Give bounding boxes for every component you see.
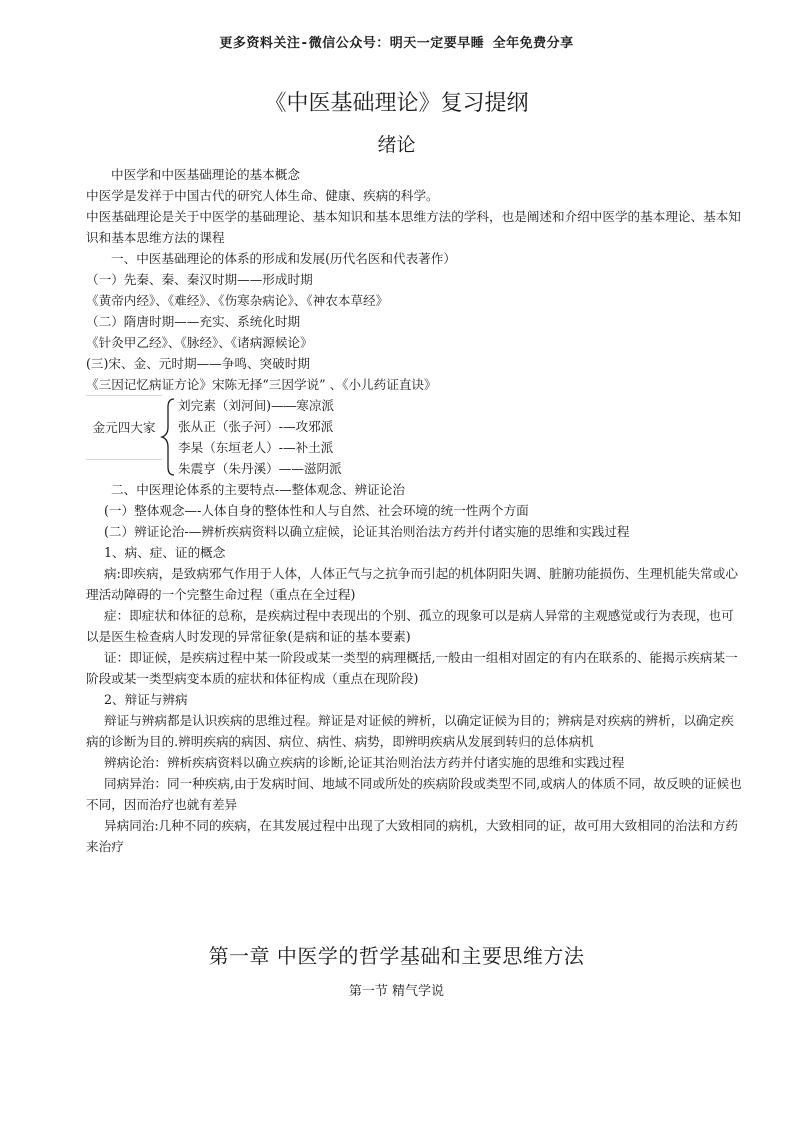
section-title: 绪论: [377, 134, 416, 156]
paragraph-syndrome: 证：即证候，是疾病过程中某一阶段或某一类型的病理概括,一般由一组相对固定的有内在联系的、能揭示疾病某一阶段或某一类型病变本质的症状和体征构成（重点在现阶段): [86, 650, 738, 686]
paragraph-period-1: （一）先秦、秦、秦汉时期——形成时期: [86, 272, 313, 287]
paragraph-syndrome-differentiation: (二）辨证论治-—辨析疾病资料以确立症候，论证其治则治法方药并付诸实施的思维和实践过程: [104, 524, 630, 539]
paragraph-period-1-works: 《黄帝内经》、《难经》、《伤寒杂病论》、《神农本草经》: [86, 293, 389, 308]
paragraph-features-heading: 二、中医理论体系的主要特点-—整体观念、辨证论治: [111, 482, 405, 497]
paragraph-concepts-subheading: 1、病、症、证的概念: [104, 545, 226, 560]
chapter-title: 第一章 中医学的哲学基础和主要思维方法: [208, 944, 585, 968]
paragraph-period-2: （二）隋唐时期——充实、系统化时期: [86, 314, 301, 329]
paragraph-differentiation: 辩证与辨病都是认识疾病的思维过程。辩证是对证候的辨析，以确定证候为目的；辨病是对疾病的辨析，以确定疾病的诊断为目的.辨明疾病的病因、病位、病性、病势，即辨明疾病从发展到转归的总体病机: [86, 713, 734, 749]
master-zhu-zhenheng: 朱震亨（朱丹溪）——滋阴派: [178, 461, 342, 476]
body-text: [86, 164, 746, 857]
four-masters-label: 金元四大家: [86, 395, 162, 460]
paragraph-period-3: (三)宋、金、元时期——争鸣、突破时期: [86, 356, 310, 371]
subsection-title: 第一节 精气学说: [348, 984, 445, 999]
paragraph-different-disease-same-treatment: 异病同治:几种不同的疾病，在其发展过程中出现了大致相同的病机，大致相同的证，故可用大致相同的治法和方药来治疗: [86, 818, 738, 854]
master-zhang-congzheng: 张从正（张子河）-—攻邪派: [178, 419, 334, 434]
paragraph-concepts-heading: 中医学和中医基础理论的基本概念: [111, 167, 300, 182]
paragraph-theory-definition: 中医基础理论是关于中医学的基础理论、基本知识和基本思维方法的学科，也是阐述和介绍中医学的基本理论、基本知识和基本思维方法的课程: [86, 209, 741, 245]
paragraph-disease-treatment: 辨病论治：辨析疾病资料以确立疾病的诊断,论证其治则治法方药并付诸实施的思维和实践过程: [104, 755, 625, 770]
paragraph-period-3-works: 《三因记忆病证方论》宋陈无择“三因学说” 、《小儿药证直诀》: [86, 377, 437, 392]
paragraph-differentiation-subheading: 2、辩证与辨病: [104, 692, 188, 707]
master-liu-wansu: 刘完素（刘河间)—―寒凉派: [178, 398, 335, 413]
document-title: 《中医基础理论》复习提纲: [264, 91, 529, 116]
paragraph-disease: 病:即疾病，是致病邪气作用于人体，人体正气与之抗争而引起的机体阴阳失调、脏腑功能损伤、生理机能失常或心理活动障碍的一个完整生命过程（重点在全过程): [86, 566, 738, 602]
header-note: 更多资料关注-微信公众号：明天一定要早睡 全年免费分享: [219, 36, 574, 51]
paragraph-tcm-definition: 中医学是发祥于中国古代的研究人体生命、健康、疾病的科学。: [86, 188, 439, 203]
paragraph-period-2-works: 《针灸甲乙经》、《脉经》、《诸病源候论》: [86, 335, 313, 350]
paragraph-holism: (一）整体观念—-人体自身的整体性和人与自然、社会环境的统一性两个方面: [104, 503, 529, 518]
brace-icon: [158, 395, 178, 479]
paragraph-same-disease-different-treatment: 同病异治：同一种疾病,由于发病时间、地域不同或所处的疾病阶段或类型不同,或病人的体质不同，故反映的证候也不同，因而治疗也就有差异: [86, 776, 742, 812]
four-masters-list: [178, 395, 342, 479]
paragraph-symptom: 症：即症状和体征的总称，是疾病过程中表现出的个别、孤立的现象可以是病人异常的主观感觉或行为表现，也可以是医生检查病人时发现的异常征象(是病和证的基本要素): [86, 608, 734, 644]
four-masters-block: [86, 395, 746, 479]
paragraph-history-heading: 一、中医基础理论的体系的形成和发展(历代名医和代表著作）: [111, 251, 456, 266]
master-li-gao: 李杲（东垣老人）-—补土派: [178, 440, 334, 455]
